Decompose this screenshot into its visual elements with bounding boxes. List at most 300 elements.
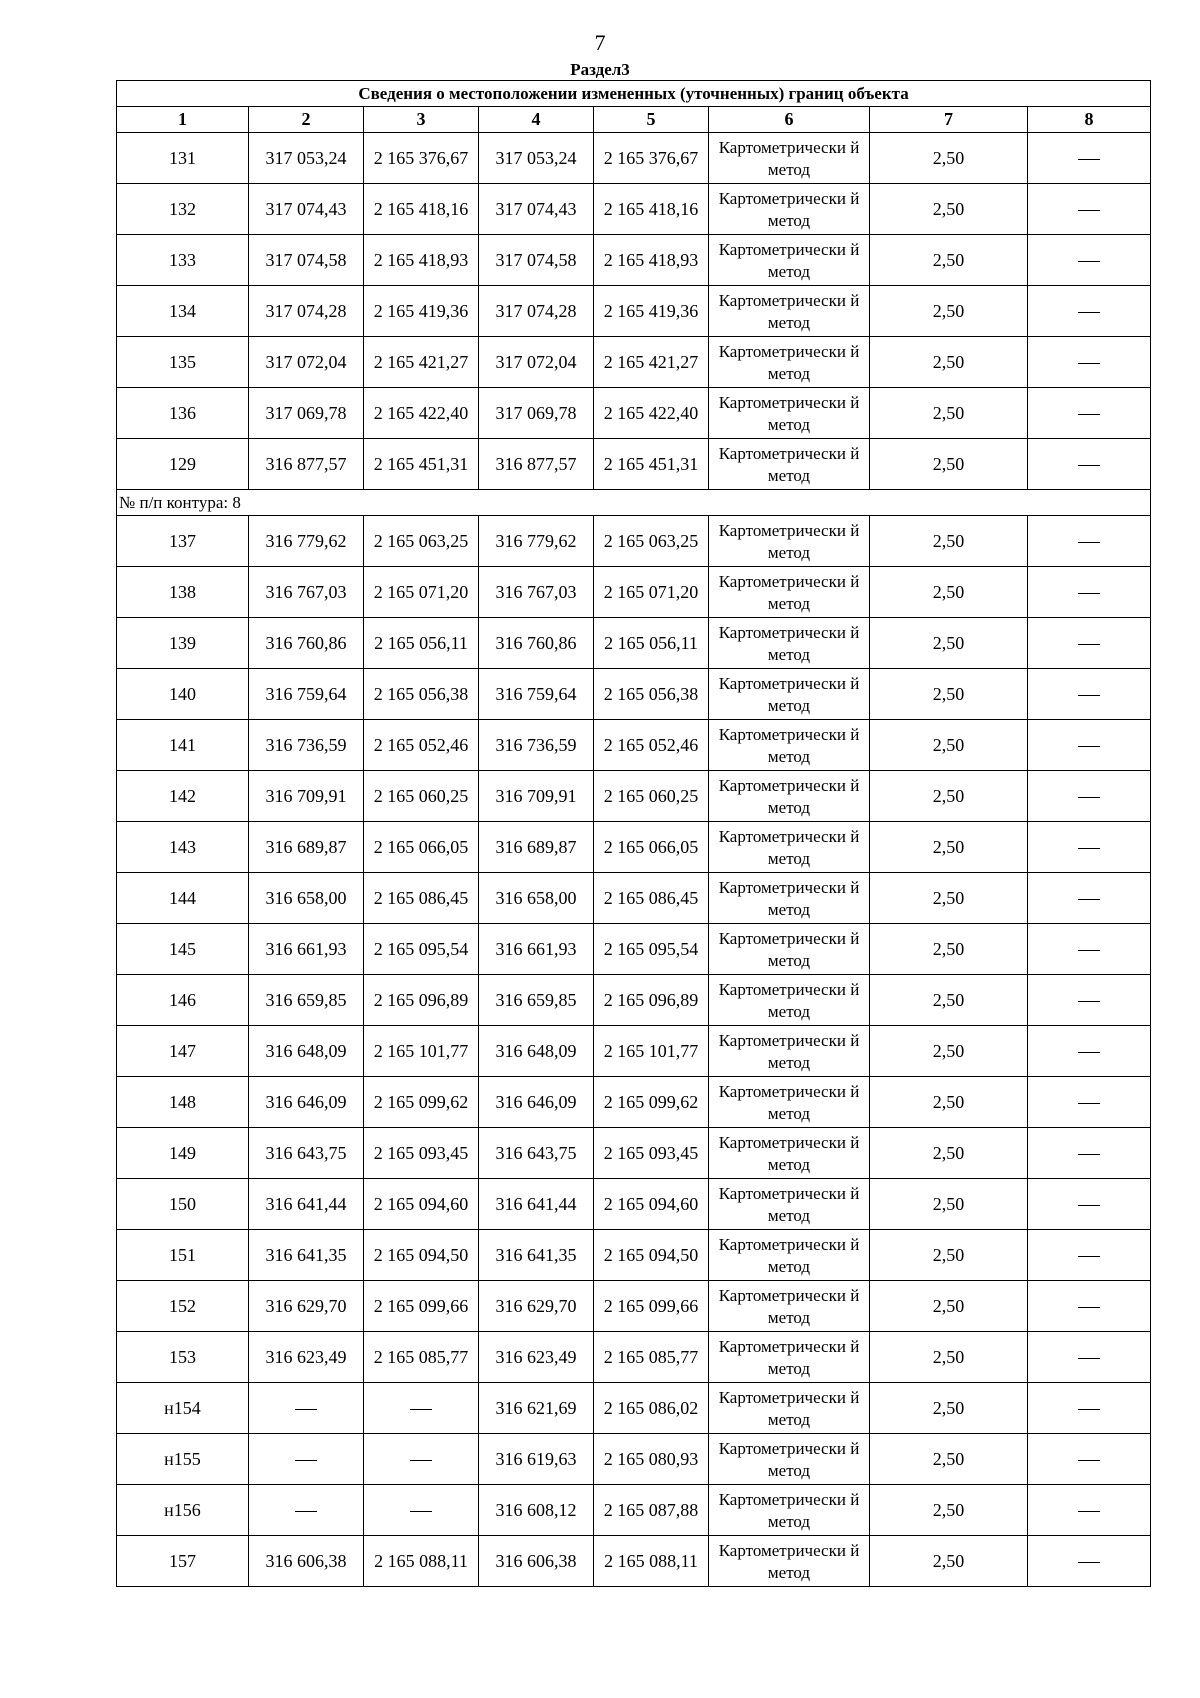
point-id-cell: 139 <box>117 618 249 669</box>
point-id-cell: 133 <box>117 235 249 286</box>
dash-mark <box>1078 261 1100 262</box>
method-cell: Картометрически й метод <box>709 286 870 337</box>
old-y-cell: 2 165 088,11 <box>364 1536 479 1587</box>
table-row <box>117 184 1151 235</box>
point-id-cell: 145 <box>117 924 249 975</box>
description-cell <box>1028 1332 1151 1383</box>
new-y-cell: 2 165 099,66 <box>594 1281 709 1332</box>
point-id-cell: н154 <box>117 1383 249 1434</box>
old-x-cell: 316 658,00 <box>249 873 364 924</box>
dash-mark <box>410 1460 432 1461</box>
new-y-cell: 2 165 418,93 <box>594 235 709 286</box>
new-x-cell: 316 641,35 <box>479 1230 594 1281</box>
description-cell <box>1028 1383 1151 1434</box>
accuracy-cell: 2,50 <box>870 1179 1028 1230</box>
new-x-cell: 316 877,57 <box>479 439 594 490</box>
method-cell: Картометрически й метод <box>709 618 870 669</box>
method-cell: Картометрически й метод <box>709 567 870 618</box>
old-x-cell: 316 606,38 <box>249 1536 364 1587</box>
description-cell <box>1028 771 1151 822</box>
dash-mark <box>1078 1256 1100 1257</box>
accuracy-cell: 2,50 <box>870 618 1028 669</box>
new-y-cell: 2 165 421,27 <box>594 337 709 388</box>
method-cell: Картометрически й метод <box>709 1332 870 1383</box>
method-cell: Картометрически й метод <box>709 516 870 567</box>
new-x-cell: 317 072,04 <box>479 337 594 388</box>
old-x-cell: 316 659,85 <box>249 975 364 1026</box>
dash-mark <box>1078 414 1100 415</box>
dash-mark <box>1078 593 1100 594</box>
table-row <box>117 286 1151 337</box>
old-x-cell: 316 629,70 <box>249 1281 364 1332</box>
table-row <box>117 1077 1151 1128</box>
table-row <box>117 235 1151 286</box>
dash-mark <box>1078 644 1100 645</box>
dash-mark <box>1078 848 1100 849</box>
old-x-cell <box>249 1485 364 1536</box>
column-number: 6 <box>709 107 870 133</box>
new-y-cell: 2 165 096,89 <box>594 975 709 1026</box>
description-cell <box>1028 235 1151 286</box>
column-number: 7 <box>870 107 1028 133</box>
old-x-cell <box>249 1383 364 1434</box>
old-y-cell: 2 165 094,50 <box>364 1230 479 1281</box>
dash-mark <box>1078 1562 1100 1563</box>
table-row <box>117 567 1151 618</box>
new-y-cell: 2 165 088,11 <box>594 1536 709 1587</box>
new-x-cell: 316 689,87 <box>479 822 594 873</box>
point-id-cell: 157 <box>117 1536 249 1587</box>
old-y-cell: 2 165 451,31 <box>364 439 479 490</box>
description-cell <box>1028 669 1151 720</box>
new-y-cell: 2 165 418,16 <box>594 184 709 235</box>
table-row <box>117 516 1151 567</box>
table-row <box>117 669 1151 720</box>
old-x-cell: 317 053,24 <box>249 133 364 184</box>
new-y-cell: 2 165 094,50 <box>594 1230 709 1281</box>
table-row <box>117 720 1151 771</box>
dash-mark <box>1078 1052 1100 1053</box>
section-title: Раздел3 <box>570 60 630 79</box>
accuracy-cell: 2,50 <box>870 286 1028 337</box>
new-x-cell: 317 074,43 <box>479 184 594 235</box>
method-cell: Картометрически й метод <box>709 975 870 1026</box>
accuracy-cell: 2,50 <box>870 235 1028 286</box>
description-cell <box>1028 439 1151 490</box>
method-cell: Картометрически й метод <box>709 1077 870 1128</box>
new-x-cell: 316 643,75 <box>479 1128 594 1179</box>
table-body <box>117 81 1151 1587</box>
old-x-cell: 316 689,87 <box>249 822 364 873</box>
method-cell: Картометрически й метод <box>709 771 870 822</box>
new-x-cell: 316 646,09 <box>479 1077 594 1128</box>
contour-label: № п/п контура: 8 <box>117 490 1151 516</box>
dash-mark <box>1078 542 1100 543</box>
method-cell: Картометрически й метод <box>709 388 870 439</box>
old-x-cell: 316 877,57 <box>249 439 364 490</box>
dash-mark <box>1078 210 1100 211</box>
point-id-cell: 146 <box>117 975 249 1026</box>
new-x-cell: 316 779,62 <box>479 516 594 567</box>
description-cell <box>1028 1077 1151 1128</box>
dash-mark <box>1078 1154 1100 1155</box>
description-cell <box>1028 924 1151 975</box>
new-x-cell: 317 074,58 <box>479 235 594 286</box>
method-cell: Картометрически й метод <box>709 133 870 184</box>
table-row <box>117 924 1151 975</box>
dash-mark <box>1078 1511 1100 1512</box>
point-id-cell: 147 <box>117 1026 249 1077</box>
method-cell: Картометрически й метод <box>709 669 870 720</box>
new-y-cell: 2 165 101,77 <box>594 1026 709 1077</box>
dash-mark <box>1078 1358 1100 1359</box>
table-row <box>117 1332 1151 1383</box>
method-cell: Картометрически й метод <box>709 924 870 975</box>
description-cell <box>1028 1026 1151 1077</box>
new-y-cell: 2 165 422,40 <box>594 388 709 439</box>
accuracy-cell: 2,50 <box>870 516 1028 567</box>
point-id-cell: 150 <box>117 1179 249 1230</box>
table-row <box>117 439 1151 490</box>
accuracy-cell: 2,50 <box>870 1536 1028 1587</box>
old-x-cell <box>249 1434 364 1485</box>
old-y-cell: 2 165 422,40 <box>364 388 479 439</box>
table-caption-row <box>117 81 1151 107</box>
accuracy-cell: 2,50 <box>870 873 1028 924</box>
dash-mark <box>295 1409 317 1410</box>
dash-mark <box>1078 1103 1100 1104</box>
description-cell <box>1028 1281 1151 1332</box>
new-x-cell: 317 069,78 <box>479 388 594 439</box>
description-cell <box>1028 133 1151 184</box>
old-y-cell <box>364 1434 479 1485</box>
description-cell <box>1028 567 1151 618</box>
table-row <box>117 618 1151 669</box>
new-y-cell: 2 165 093,45 <box>594 1128 709 1179</box>
old-y-cell: 2 165 096,89 <box>364 975 479 1026</box>
old-y-cell: 2 165 060,25 <box>364 771 479 822</box>
new-x-cell: 316 661,93 <box>479 924 594 975</box>
old-x-cell: 316 759,64 <box>249 669 364 720</box>
description-cell <box>1028 337 1151 388</box>
point-id-cell: 151 <box>117 1230 249 1281</box>
new-x-cell: 316 648,09 <box>479 1026 594 1077</box>
boundary-coordinates-table <box>116 80 1151 1587</box>
accuracy-cell: 2,50 <box>870 1128 1028 1179</box>
point-id-cell: 152 <box>117 1281 249 1332</box>
description-cell <box>1028 1230 1151 1281</box>
old-y-cell: 2 165 099,66 <box>364 1281 479 1332</box>
point-id-cell: 144 <box>117 873 249 924</box>
accuracy-cell: 2,50 <box>870 1077 1028 1128</box>
description-cell <box>1028 822 1151 873</box>
description-cell <box>1028 1434 1151 1485</box>
table-row <box>117 133 1151 184</box>
new-x-cell: 316 767,03 <box>479 567 594 618</box>
new-y-cell: 2 165 085,77 <box>594 1332 709 1383</box>
point-id-cell: 136 <box>117 388 249 439</box>
old-y-cell: 2 165 086,45 <box>364 873 479 924</box>
point-id-cell: н155 <box>117 1434 249 1485</box>
accuracy-cell: 2,50 <box>870 720 1028 771</box>
table-row <box>117 388 1151 439</box>
dash-mark <box>1078 159 1100 160</box>
new-y-cell: 2 165 060,25 <box>594 771 709 822</box>
point-id-cell: 141 <box>117 720 249 771</box>
point-id-cell: 131 <box>117 133 249 184</box>
new-y-cell: 2 165 095,54 <box>594 924 709 975</box>
old-x-cell: 316 641,44 <box>249 1179 364 1230</box>
table-row <box>117 1026 1151 1077</box>
method-cell: Картометрически й метод <box>709 1281 870 1332</box>
point-id-cell: н156 <box>117 1485 249 1536</box>
new-x-cell: 317 074,28 <box>479 286 594 337</box>
old-x-cell: 316 767,03 <box>249 567 364 618</box>
table-row <box>117 1230 1151 1281</box>
new-y-cell: 2 165 052,46 <box>594 720 709 771</box>
point-id-cell: 148 <box>117 1077 249 1128</box>
accuracy-cell: 2,50 <box>870 1230 1028 1281</box>
description-cell <box>1028 184 1151 235</box>
accuracy-cell: 2,50 <box>870 669 1028 720</box>
old-y-cell: 2 165 094,60 <box>364 1179 479 1230</box>
new-x-cell: 316 629,70 <box>479 1281 594 1332</box>
column-number: 4 <box>479 107 594 133</box>
table-row <box>117 1281 1151 1332</box>
old-x-cell: 316 779,62 <box>249 516 364 567</box>
new-x-cell: 316 606,38 <box>479 1536 594 1587</box>
column-number: 3 <box>364 107 479 133</box>
point-id-cell: 134 <box>117 286 249 337</box>
old-y-cell: 2 165 052,46 <box>364 720 479 771</box>
new-y-cell: 2 165 087,88 <box>594 1485 709 1536</box>
table-caption: Сведения о местоположении измененных (уточненных) границ объекта <box>117 81 1151 107</box>
old-y-cell: 2 165 101,77 <box>364 1026 479 1077</box>
method-cell: Картометрически й метод <box>709 822 870 873</box>
old-x-cell: 317 072,04 <box>249 337 364 388</box>
description-cell <box>1028 286 1151 337</box>
accuracy-cell: 2,50 <box>870 1332 1028 1383</box>
new-y-cell: 2 165 451,31 <box>594 439 709 490</box>
new-y-cell: 2 165 376,67 <box>594 133 709 184</box>
page-number: 7 <box>594 30 606 55</box>
new-x-cell: 317 053,24 <box>479 133 594 184</box>
table-row <box>117 1536 1151 1587</box>
accuracy-cell: 2,50 <box>870 567 1028 618</box>
description-cell <box>1028 1179 1151 1230</box>
dash-mark <box>1078 1001 1100 1002</box>
old-y-cell: 2 165 085,77 <box>364 1332 479 1383</box>
accuracy-cell: 2,50 <box>870 184 1028 235</box>
dash-mark <box>295 1511 317 1512</box>
old-x-cell: 317 069,78 <box>249 388 364 439</box>
old-y-cell <box>364 1485 479 1536</box>
new-x-cell: 316 760,86 <box>479 618 594 669</box>
old-y-cell: 2 165 095,54 <box>364 924 479 975</box>
table-row <box>117 975 1151 1026</box>
dash-mark <box>1078 899 1100 900</box>
accuracy-cell: 2,50 <box>870 924 1028 975</box>
method-cell: Картометрически й метод <box>709 184 870 235</box>
dash-mark <box>1078 695 1100 696</box>
old-x-cell: 317 074,58 <box>249 235 364 286</box>
description-cell <box>1028 975 1151 1026</box>
dash-mark <box>410 1409 432 1410</box>
old-y-cell: 2 165 063,25 <box>364 516 479 567</box>
description-cell <box>1028 516 1151 567</box>
accuracy-cell: 2,50 <box>870 1026 1028 1077</box>
point-id-cell: 149 <box>117 1128 249 1179</box>
table-row <box>117 822 1151 873</box>
new-x-cell: 316 759,64 <box>479 669 594 720</box>
method-cell: Картометрически й метод <box>709 873 870 924</box>
new-x-cell: 316 736,59 <box>479 720 594 771</box>
old-x-cell: 316 643,75 <box>249 1128 364 1179</box>
old-y-cell: 2 165 093,45 <box>364 1128 479 1179</box>
description-cell <box>1028 873 1151 924</box>
table-row <box>117 337 1151 388</box>
old-y-cell: 2 165 418,93 <box>364 235 479 286</box>
new-x-cell: 316 641,44 <box>479 1179 594 1230</box>
description-cell <box>1028 1128 1151 1179</box>
method-cell: Картометрически й метод <box>709 439 870 490</box>
old-x-cell: 316 623,49 <box>249 1332 364 1383</box>
accuracy-cell: 2,50 <box>870 133 1028 184</box>
method-cell: Картометрически й метод <box>709 1434 870 1485</box>
point-id-cell: 143 <box>117 822 249 873</box>
accuracy-cell: 2,50 <box>870 822 1028 873</box>
new-y-cell: 2 165 056,38 <box>594 669 709 720</box>
dash-mark <box>1078 1205 1100 1206</box>
new-y-cell: 2 165 066,05 <box>594 822 709 873</box>
point-id-cell: 140 <box>117 669 249 720</box>
description-cell <box>1028 720 1151 771</box>
old-x-cell: 317 074,43 <box>249 184 364 235</box>
dash-mark <box>1078 465 1100 466</box>
point-id-cell: 135 <box>117 337 249 388</box>
accuracy-cell: 2,50 <box>870 1485 1028 1536</box>
contour-label-row <box>117 490 1151 516</box>
point-id-cell: 132 <box>117 184 249 235</box>
point-id-cell: 142 <box>117 771 249 822</box>
new-x-cell: 316 619,63 <box>479 1434 594 1485</box>
table-row <box>117 1485 1151 1536</box>
dash-mark <box>1078 746 1100 747</box>
old-y-cell: 2 165 099,62 <box>364 1077 479 1128</box>
dash-mark <box>1078 363 1100 364</box>
method-cell: Картометрически й метод <box>709 1179 870 1230</box>
old-x-cell: 316 641,35 <box>249 1230 364 1281</box>
new-y-cell: 2 165 094,60 <box>594 1179 709 1230</box>
old-y-cell: 2 165 071,20 <box>364 567 479 618</box>
accuracy-cell: 2,50 <box>870 771 1028 822</box>
dash-mark <box>1078 1307 1100 1308</box>
new-x-cell: 316 623,49 <box>479 1332 594 1383</box>
new-y-cell: 2 165 056,11 <box>594 618 709 669</box>
dash-mark <box>1078 1409 1100 1410</box>
description-cell <box>1028 1536 1151 1587</box>
method-cell: Картометрически й метод <box>709 720 870 771</box>
old-x-cell: 316 709,91 <box>249 771 364 822</box>
description-cell <box>1028 388 1151 439</box>
new-x-cell: 316 621,69 <box>479 1383 594 1434</box>
old-x-cell: 316 646,09 <box>249 1077 364 1128</box>
new-y-cell: 2 165 063,25 <box>594 516 709 567</box>
table-row <box>117 873 1151 924</box>
method-cell: Картометрически й метод <box>709 1230 870 1281</box>
dash-mark <box>1078 312 1100 313</box>
description-cell <box>1028 618 1151 669</box>
table-row <box>117 1179 1151 1230</box>
method-cell: Картометрически й метод <box>709 1383 870 1434</box>
old-x-cell: 316 736,59 <box>249 720 364 771</box>
table-row <box>117 1434 1151 1485</box>
accuracy-cell: 2,50 <box>870 337 1028 388</box>
column-number-row <box>117 107 1151 133</box>
old-y-cell: 2 165 421,27 <box>364 337 479 388</box>
dash-mark <box>1078 950 1100 951</box>
column-number: 8 <box>1028 107 1151 133</box>
accuracy-cell: 2,50 <box>870 1383 1028 1434</box>
table-row <box>117 1383 1151 1434</box>
dash-mark <box>295 1460 317 1461</box>
new-x-cell: 316 659,85 <box>479 975 594 1026</box>
accuracy-cell: 2,50 <box>870 439 1028 490</box>
old-x-cell: 317 074,28 <box>249 286 364 337</box>
method-cell: Картометрически й метод <box>709 1026 870 1077</box>
old-y-cell: 2 165 066,05 <box>364 822 479 873</box>
point-id-cell: 138 <box>117 567 249 618</box>
new-y-cell: 2 165 086,02 <box>594 1383 709 1434</box>
description-cell <box>1028 1485 1151 1536</box>
old-y-cell: 2 165 056,11 <box>364 618 479 669</box>
old-x-cell: 316 661,93 <box>249 924 364 975</box>
method-cell: Картометрически й метод <box>709 235 870 286</box>
method-cell: Картометрически й метод <box>709 1536 870 1587</box>
new-y-cell: 2 165 419,36 <box>594 286 709 337</box>
old-y-cell: 2 165 056,38 <box>364 669 479 720</box>
method-cell: Картометрически й метод <box>709 337 870 388</box>
table-row <box>117 771 1151 822</box>
old-y-cell: 2 165 418,16 <box>364 184 479 235</box>
old-y-cell <box>364 1383 479 1434</box>
accuracy-cell: 2,50 <box>870 1281 1028 1332</box>
new-y-cell: 2 165 099,62 <box>594 1077 709 1128</box>
dash-mark <box>1078 797 1100 798</box>
new-x-cell: 316 709,91 <box>479 771 594 822</box>
accuracy-cell: 2,50 <box>870 975 1028 1026</box>
old-x-cell: 316 760,86 <box>249 618 364 669</box>
new-x-cell: 316 658,00 <box>479 873 594 924</box>
point-id-cell: 153 <box>117 1332 249 1383</box>
table-row <box>117 1128 1151 1179</box>
new-x-cell: 316 608,12 <box>479 1485 594 1536</box>
column-number: 2 <box>249 107 364 133</box>
column-number: 1 <box>117 107 249 133</box>
method-cell: Картометрически й метод <box>709 1128 870 1179</box>
dash-mark <box>1078 1460 1100 1461</box>
new-y-cell: 2 165 086,45 <box>594 873 709 924</box>
point-id-cell: 129 <box>117 439 249 490</box>
old-y-cell: 2 165 376,67 <box>364 133 479 184</box>
new-y-cell: 2 165 080,93 <box>594 1434 709 1485</box>
old-x-cell: 316 648,09 <box>249 1026 364 1077</box>
point-id-cell: 137 <box>117 516 249 567</box>
dash-mark <box>410 1511 432 1512</box>
new-y-cell: 2 165 071,20 <box>594 567 709 618</box>
accuracy-cell: 2,50 <box>870 388 1028 439</box>
accuracy-cell: 2,50 <box>870 1434 1028 1485</box>
